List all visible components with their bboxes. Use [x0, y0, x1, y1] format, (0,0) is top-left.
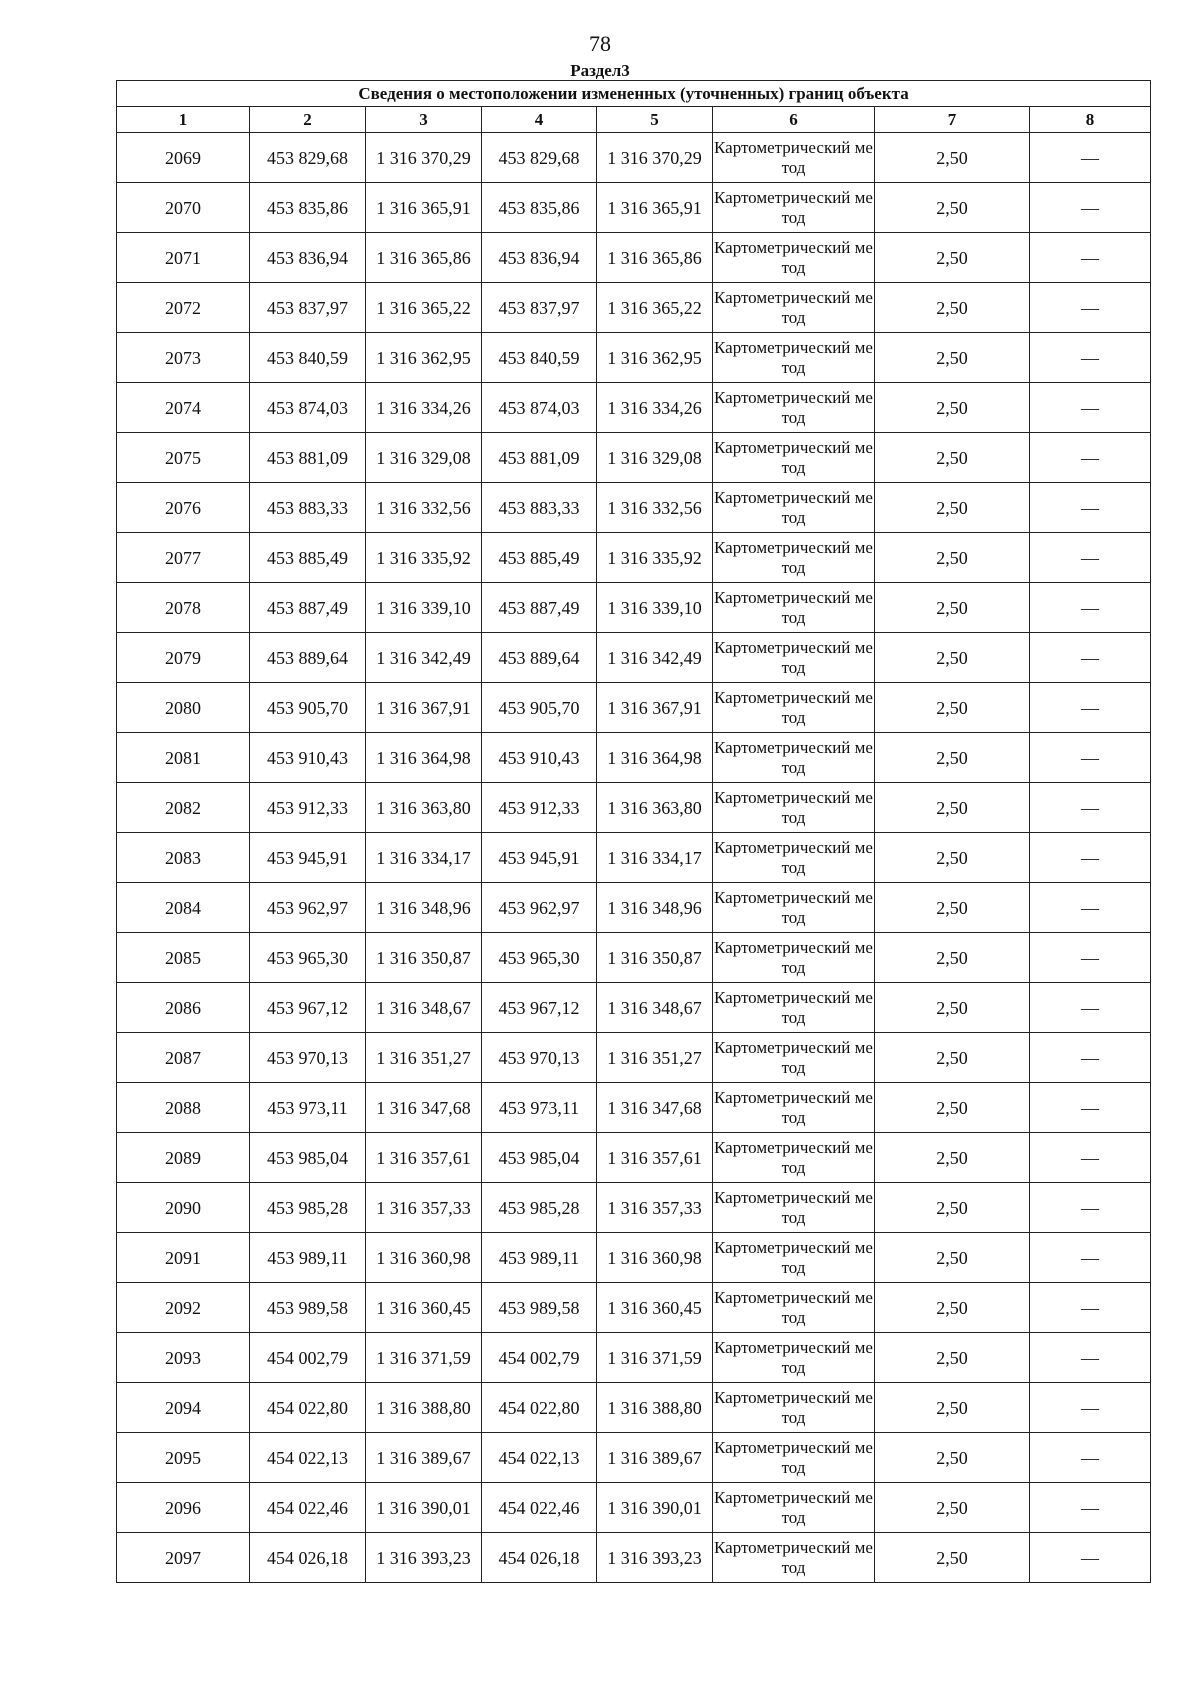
y-existing-cell: 1 316 334,26 [366, 383, 482, 433]
column-number: 1 [117, 107, 250, 133]
x-refined-cell: 453 883,33 [482, 483, 597, 533]
method-cell: Картометрический метод [713, 483, 875, 533]
point-number-cell: 2071 [117, 233, 250, 283]
description-cell: — [1030, 883, 1151, 933]
description-cell: — [1030, 733, 1151, 783]
x-existing-cell: 453 836,94 [250, 233, 366, 283]
y-existing-cell: 1 316 364,98 [366, 733, 482, 783]
x-refined-cell: 453 962,97 [482, 883, 597, 933]
accuracy-cell: 2,50 [875, 183, 1030, 233]
table-row [117, 433, 1151, 483]
y-existing-cell: 1 316 329,08 [366, 433, 482, 483]
description-cell: — [1030, 583, 1151, 633]
column-number-row [117, 107, 1151, 133]
x-existing-cell: 453 962,97 [250, 883, 366, 933]
y-existing-cell: 1 316 393,23 [366, 1533, 482, 1583]
accuracy-cell: 2,50 [875, 583, 1030, 633]
y-existing-cell: 1 316 348,67 [366, 983, 482, 1033]
description-cell: — [1030, 1133, 1151, 1183]
accuracy-cell: 2,50 [875, 283, 1030, 333]
y-existing-cell: 1 316 390,01 [366, 1483, 482, 1533]
method-cell: Картометрический метод [713, 1333, 875, 1383]
table-row [117, 283, 1151, 333]
y-existing-cell: 1 316 339,10 [366, 583, 482, 633]
point-number-cell: 2079 [117, 633, 250, 683]
point-number-cell: 2077 [117, 533, 250, 583]
point-number-cell: 2080 [117, 683, 250, 733]
x-existing-cell: 453 905,70 [250, 683, 366, 733]
column-number: 2 [250, 107, 366, 133]
x-refined-cell: 453 985,28 [482, 1183, 597, 1233]
description-cell: — [1030, 433, 1151, 483]
accuracy-cell: 2,50 [875, 633, 1030, 683]
y-refined-cell: 1 316 335,92 [597, 533, 713, 583]
table-row [117, 1333, 1151, 1383]
table-row [117, 833, 1151, 883]
method-cell: Картометрический метод [713, 1033, 875, 1083]
table-row [117, 1283, 1151, 1333]
accuracy-cell: 2,50 [875, 1133, 1030, 1183]
y-refined-cell: 1 316 357,33 [597, 1183, 713, 1233]
table-row [117, 1133, 1151, 1183]
y-refined-cell: 1 316 350,87 [597, 933, 713, 983]
method-cell: Картометрический метод [713, 533, 875, 583]
accuracy-cell: 2,50 [875, 933, 1030, 983]
point-number-cell: 2084 [117, 883, 250, 933]
y-existing-cell: 1 316 342,49 [366, 633, 482, 683]
x-existing-cell: 453 889,64 [250, 633, 366, 683]
y-refined-cell: 1 316 329,08 [597, 433, 713, 483]
method-cell: Картометрический метод [713, 283, 875, 333]
x-refined-cell: 453 965,30 [482, 933, 597, 983]
y-refined-cell: 1 316 371,59 [597, 1333, 713, 1383]
x-existing-cell: 454 022,46 [250, 1483, 366, 1533]
method-cell: Картометрический метод [713, 983, 875, 1033]
table-row [117, 1483, 1151, 1533]
point-number-cell: 2076 [117, 483, 250, 533]
x-existing-cell: 453 840,59 [250, 333, 366, 383]
accuracy-cell: 2,50 [875, 833, 1030, 883]
table-row [117, 333, 1151, 383]
table-row [117, 533, 1151, 583]
point-number-cell: 2072 [117, 283, 250, 333]
table-row [117, 783, 1151, 833]
accuracy-cell: 2,50 [875, 983, 1030, 1033]
point-number-cell: 2087 [117, 1033, 250, 1083]
y-existing-cell: 1 316 332,56 [366, 483, 482, 533]
x-refined-cell: 453 973,11 [482, 1083, 597, 1133]
description-cell: — [1030, 333, 1151, 383]
point-number-cell: 2082 [117, 783, 250, 833]
y-refined-cell: 1 316 362,95 [597, 333, 713, 383]
x-refined-cell: 453 910,43 [482, 733, 597, 783]
method-cell: Картометрический метод [713, 1433, 875, 1483]
x-existing-cell: 453 967,12 [250, 983, 366, 1033]
point-number-cell: 2094 [117, 1383, 250, 1433]
method-cell: Картометрический метод [713, 933, 875, 983]
point-number-cell: 2088 [117, 1083, 250, 1133]
y-existing-cell: 1 316 365,91 [366, 183, 482, 233]
method-cell: Картометрический метод [713, 233, 875, 283]
y-refined-cell: 1 316 334,17 [597, 833, 713, 883]
description-cell: — [1030, 783, 1151, 833]
y-existing-cell: 1 316 350,87 [366, 933, 482, 983]
description-cell: — [1030, 1183, 1151, 1233]
x-existing-cell: 453 874,03 [250, 383, 366, 433]
point-number-cell: 2085 [117, 933, 250, 983]
x-refined-cell: 453 970,13 [482, 1033, 597, 1083]
table-row [117, 183, 1151, 233]
y-refined-cell: 1 316 365,86 [597, 233, 713, 283]
y-refined-cell: 1 316 332,56 [597, 483, 713, 533]
y-refined-cell: 1 316 393,23 [597, 1533, 713, 1583]
x-existing-cell: 453 912,33 [250, 783, 366, 833]
y-existing-cell: 1 316 388,80 [366, 1383, 482, 1433]
description-cell: — [1030, 983, 1151, 1033]
y-existing-cell: 1 316 370,29 [366, 133, 482, 183]
y-existing-cell: 1 316 335,92 [366, 533, 482, 583]
table-row [117, 483, 1151, 533]
method-cell: Картометрический метод [713, 1083, 875, 1133]
x-existing-cell: 453 885,49 [250, 533, 366, 583]
description-cell: — [1030, 1533, 1151, 1583]
table-row [117, 983, 1151, 1033]
y-refined-cell: 1 316 360,98 [597, 1233, 713, 1283]
y-refined-cell: 1 316 348,67 [597, 983, 713, 1033]
column-number: 5 [597, 107, 713, 133]
x-existing-cell: 453 989,58 [250, 1283, 366, 1333]
x-refined-cell: 453 889,64 [482, 633, 597, 683]
table-row [117, 1033, 1151, 1083]
point-number-cell: 2074 [117, 383, 250, 433]
table-row [117, 683, 1151, 733]
x-existing-cell: 453 910,43 [250, 733, 366, 783]
description-cell: — [1030, 933, 1151, 983]
description-cell: — [1030, 1083, 1151, 1133]
y-refined-cell: 1 316 360,45 [597, 1283, 713, 1333]
x-refined-cell: 453 967,12 [482, 983, 597, 1033]
x-refined-cell: 453 881,09 [482, 433, 597, 483]
x-existing-cell: 453 965,30 [250, 933, 366, 983]
method-cell: Картометрический метод [713, 783, 875, 833]
description-cell: — [1030, 1033, 1151, 1083]
method-cell: Картометрический метод [713, 183, 875, 233]
method-cell: Картометрический метод [713, 1383, 875, 1433]
point-number-cell: 2091 [117, 1233, 250, 1283]
table-row [117, 1083, 1151, 1133]
point-number-cell: 2083 [117, 833, 250, 883]
description-cell: — [1030, 1383, 1151, 1433]
point-number-cell: 2093 [117, 1333, 250, 1383]
accuracy-cell: 2,50 [875, 1383, 1030, 1433]
x-refined-cell: 453 887,49 [482, 583, 597, 633]
accuracy-cell: 2,50 [875, 333, 1030, 383]
x-refined-cell: 454 022,80 [482, 1383, 597, 1433]
y-refined-cell: 1 316 365,91 [597, 183, 713, 233]
x-refined-cell: 453 840,59 [482, 333, 597, 383]
y-existing-cell: 1 316 334,17 [366, 833, 482, 883]
y-refined-cell: 1 316 364,98 [597, 733, 713, 783]
y-existing-cell: 1 316 347,68 [366, 1083, 482, 1133]
x-existing-cell: 453 945,91 [250, 833, 366, 883]
description-cell: — [1030, 833, 1151, 883]
accuracy-cell: 2,50 [875, 883, 1030, 933]
method-cell: Картометрический метод [713, 133, 875, 183]
y-refined-cell: 1 316 351,27 [597, 1033, 713, 1083]
y-existing-cell: 1 316 389,67 [366, 1433, 482, 1483]
description-cell: — [1030, 683, 1151, 733]
y-existing-cell: 1 316 371,59 [366, 1333, 482, 1383]
accuracy-cell: 2,50 [875, 1233, 1030, 1283]
y-refined-cell: 1 316 370,29 [597, 133, 713, 183]
x-refined-cell: 453 836,94 [482, 233, 597, 283]
method-cell: Картометрический метод [713, 1283, 875, 1333]
x-refined-cell: 453 905,70 [482, 683, 597, 733]
table-row [117, 1183, 1151, 1233]
accuracy-cell: 2,50 [875, 683, 1030, 733]
point-number-cell: 2070 [117, 183, 250, 233]
point-number-cell: 2097 [117, 1533, 250, 1583]
x-existing-cell: 453 985,28 [250, 1183, 366, 1233]
description-cell: — [1030, 1333, 1151, 1383]
y-existing-cell: 1 316 357,61 [366, 1133, 482, 1183]
description-cell: — [1030, 1433, 1151, 1483]
y-refined-cell: 1 316 342,49 [597, 633, 713, 683]
table-row [117, 1233, 1151, 1283]
x-refined-cell: 453 874,03 [482, 383, 597, 433]
y-existing-cell: 1 316 351,27 [366, 1033, 482, 1083]
y-existing-cell: 1 316 367,91 [366, 683, 482, 733]
x-existing-cell: 453 835,86 [250, 183, 366, 233]
description-cell: — [1030, 633, 1151, 683]
accuracy-cell: 2,50 [875, 1283, 1030, 1333]
method-cell: Картометрический метод [713, 433, 875, 483]
method-cell: Картометрический метод [713, 833, 875, 883]
x-refined-cell: 454 002,79 [482, 1333, 597, 1383]
table-row [117, 583, 1151, 633]
column-number: 8 [1030, 107, 1151, 133]
accuracy-cell: 2,50 [875, 133, 1030, 183]
accuracy-cell: 2,50 [875, 483, 1030, 533]
description-cell: — [1030, 1233, 1151, 1283]
point-number-cell: 2069 [117, 133, 250, 183]
x-existing-cell: 454 026,18 [250, 1533, 366, 1583]
description-cell: — [1030, 383, 1151, 433]
x-refined-cell: 453 945,91 [482, 833, 597, 883]
accuracy-cell: 2,50 [875, 1083, 1030, 1133]
table-title-row [117, 81, 1151, 107]
table-row [117, 133, 1151, 183]
point-number-cell: 2092 [117, 1283, 250, 1333]
accuracy-cell: 2,50 [875, 533, 1030, 583]
y-existing-cell: 1 316 365,86 [366, 233, 482, 283]
accuracy-cell: 2,50 [875, 383, 1030, 433]
x-refined-cell: 454 022,46 [482, 1483, 597, 1533]
x-existing-cell: 453 970,13 [250, 1033, 366, 1083]
accuracy-cell: 2,50 [875, 1533, 1030, 1583]
point-number-cell: 2086 [117, 983, 250, 1033]
table-row [117, 883, 1151, 933]
y-existing-cell: 1 316 360,45 [366, 1283, 482, 1333]
x-existing-cell: 454 022,80 [250, 1383, 366, 1433]
table-row [117, 933, 1151, 983]
table-row [117, 633, 1151, 683]
point-number-cell: 2081 [117, 733, 250, 783]
point-number-cell: 2078 [117, 583, 250, 633]
method-cell: Картометрический метод [713, 333, 875, 383]
table-row [117, 1533, 1151, 1583]
accuracy-cell: 2,50 [875, 1333, 1030, 1383]
column-number: 6 [713, 107, 875, 133]
x-refined-cell: 454 022,13 [482, 1433, 597, 1483]
point-number-cell: 2095 [117, 1433, 250, 1483]
x-existing-cell: 453 881,09 [250, 433, 366, 483]
y-refined-cell: 1 316 388,80 [597, 1383, 713, 1433]
y-existing-cell: 1 316 362,95 [366, 333, 482, 383]
y-existing-cell: 1 316 348,96 [366, 883, 482, 933]
column-number: 4 [482, 107, 597, 133]
x-existing-cell: 453 837,97 [250, 283, 366, 333]
accuracy-cell: 2,50 [875, 1433, 1030, 1483]
point-number-cell: 2075 [117, 433, 250, 483]
section-title: Раздел3 [570, 61, 630, 80]
accuracy-cell: 2,50 [875, 1033, 1030, 1083]
x-refined-cell: 453 912,33 [482, 783, 597, 833]
method-cell: Картометрический метод [713, 733, 875, 783]
y-refined-cell: 1 316 365,22 [597, 283, 713, 333]
accuracy-cell: 2,50 [875, 1183, 1030, 1233]
method-cell: Картометрический метод [713, 1133, 875, 1183]
x-refined-cell: 453 837,97 [482, 283, 597, 333]
x-refined-cell: 453 835,86 [482, 183, 597, 233]
column-number: 7 [875, 107, 1030, 133]
method-cell: Картометрический метод [713, 1483, 875, 1533]
x-existing-cell: 453 985,04 [250, 1133, 366, 1183]
x-existing-cell: 454 022,13 [250, 1433, 366, 1483]
coordinates-table [116, 80, 1151, 1583]
description-cell: — [1030, 483, 1151, 533]
description-cell: — [1030, 533, 1151, 583]
point-number-cell: 2090 [117, 1183, 250, 1233]
table-row [117, 1383, 1151, 1433]
method-cell: Картометрический метод [713, 383, 875, 433]
accuracy-cell: 2,50 [875, 783, 1030, 833]
x-refined-cell: 453 985,04 [482, 1133, 597, 1183]
x-refined-cell: 453 829,68 [482, 133, 597, 183]
y-refined-cell: 1 316 367,91 [597, 683, 713, 733]
y-refined-cell: 1 316 363,80 [597, 783, 713, 833]
method-cell: Картометрический метод [713, 633, 875, 683]
x-existing-cell: 453 973,11 [250, 1083, 366, 1133]
x-refined-cell: 453 989,58 [482, 1283, 597, 1333]
column-number: 3 [366, 107, 482, 133]
table-title: Сведения о местоположении измененных (уточненных) границ объекта [117, 81, 1151, 107]
y-refined-cell: 1 316 347,68 [597, 1083, 713, 1133]
accuracy-cell: 2,50 [875, 733, 1030, 783]
page-number: 78 [589, 31, 611, 56]
y-existing-cell: 1 316 360,98 [366, 1233, 482, 1283]
y-refined-cell: 1 316 339,10 [597, 583, 713, 633]
description-cell: — [1030, 283, 1151, 333]
y-refined-cell: 1 316 334,26 [597, 383, 713, 433]
x-refined-cell: 454 026,18 [482, 1533, 597, 1583]
y-existing-cell: 1 316 357,33 [366, 1183, 482, 1233]
point-number-cell: 2073 [117, 333, 250, 383]
point-number-cell: 2096 [117, 1483, 250, 1533]
y-refined-cell: 1 316 348,96 [597, 883, 713, 933]
x-existing-cell: 453 883,33 [250, 483, 366, 533]
accuracy-cell: 2,50 [875, 233, 1030, 283]
x-refined-cell: 453 989,11 [482, 1233, 597, 1283]
method-cell: Картометрический метод [713, 683, 875, 733]
y-existing-cell: 1 316 363,80 [366, 783, 482, 833]
method-cell: Картометрический метод [713, 1183, 875, 1233]
description-cell: — [1030, 183, 1151, 233]
x-existing-cell: 453 829,68 [250, 133, 366, 183]
table-row [117, 233, 1151, 283]
y-refined-cell: 1 316 389,67 [597, 1433, 713, 1483]
accuracy-cell: 2,50 [875, 433, 1030, 483]
description-cell: — [1030, 1483, 1151, 1533]
description-cell: — [1030, 1283, 1151, 1333]
description-cell: — [1030, 133, 1151, 183]
x-refined-cell: 453 885,49 [482, 533, 597, 583]
method-cell: Картометрический метод [713, 883, 875, 933]
method-cell: Картометрический метод [713, 1233, 875, 1283]
y-existing-cell: 1 316 365,22 [366, 283, 482, 333]
method-cell: Картометрический метод [713, 1533, 875, 1583]
table-row [117, 383, 1151, 433]
accuracy-cell: 2,50 [875, 1483, 1030, 1533]
table-body [117, 133, 1151, 1583]
y-refined-cell: 1 316 390,01 [597, 1483, 713, 1533]
x-existing-cell: 453 887,49 [250, 583, 366, 633]
y-refined-cell: 1 316 357,61 [597, 1133, 713, 1183]
table-row [117, 733, 1151, 783]
x-existing-cell: 454 002,79 [250, 1333, 366, 1383]
x-existing-cell: 453 989,11 [250, 1233, 366, 1283]
method-cell: Картометрический метод [713, 583, 875, 633]
point-number-cell: 2089 [117, 1133, 250, 1183]
description-cell: — [1030, 233, 1151, 283]
table-row [117, 1433, 1151, 1483]
